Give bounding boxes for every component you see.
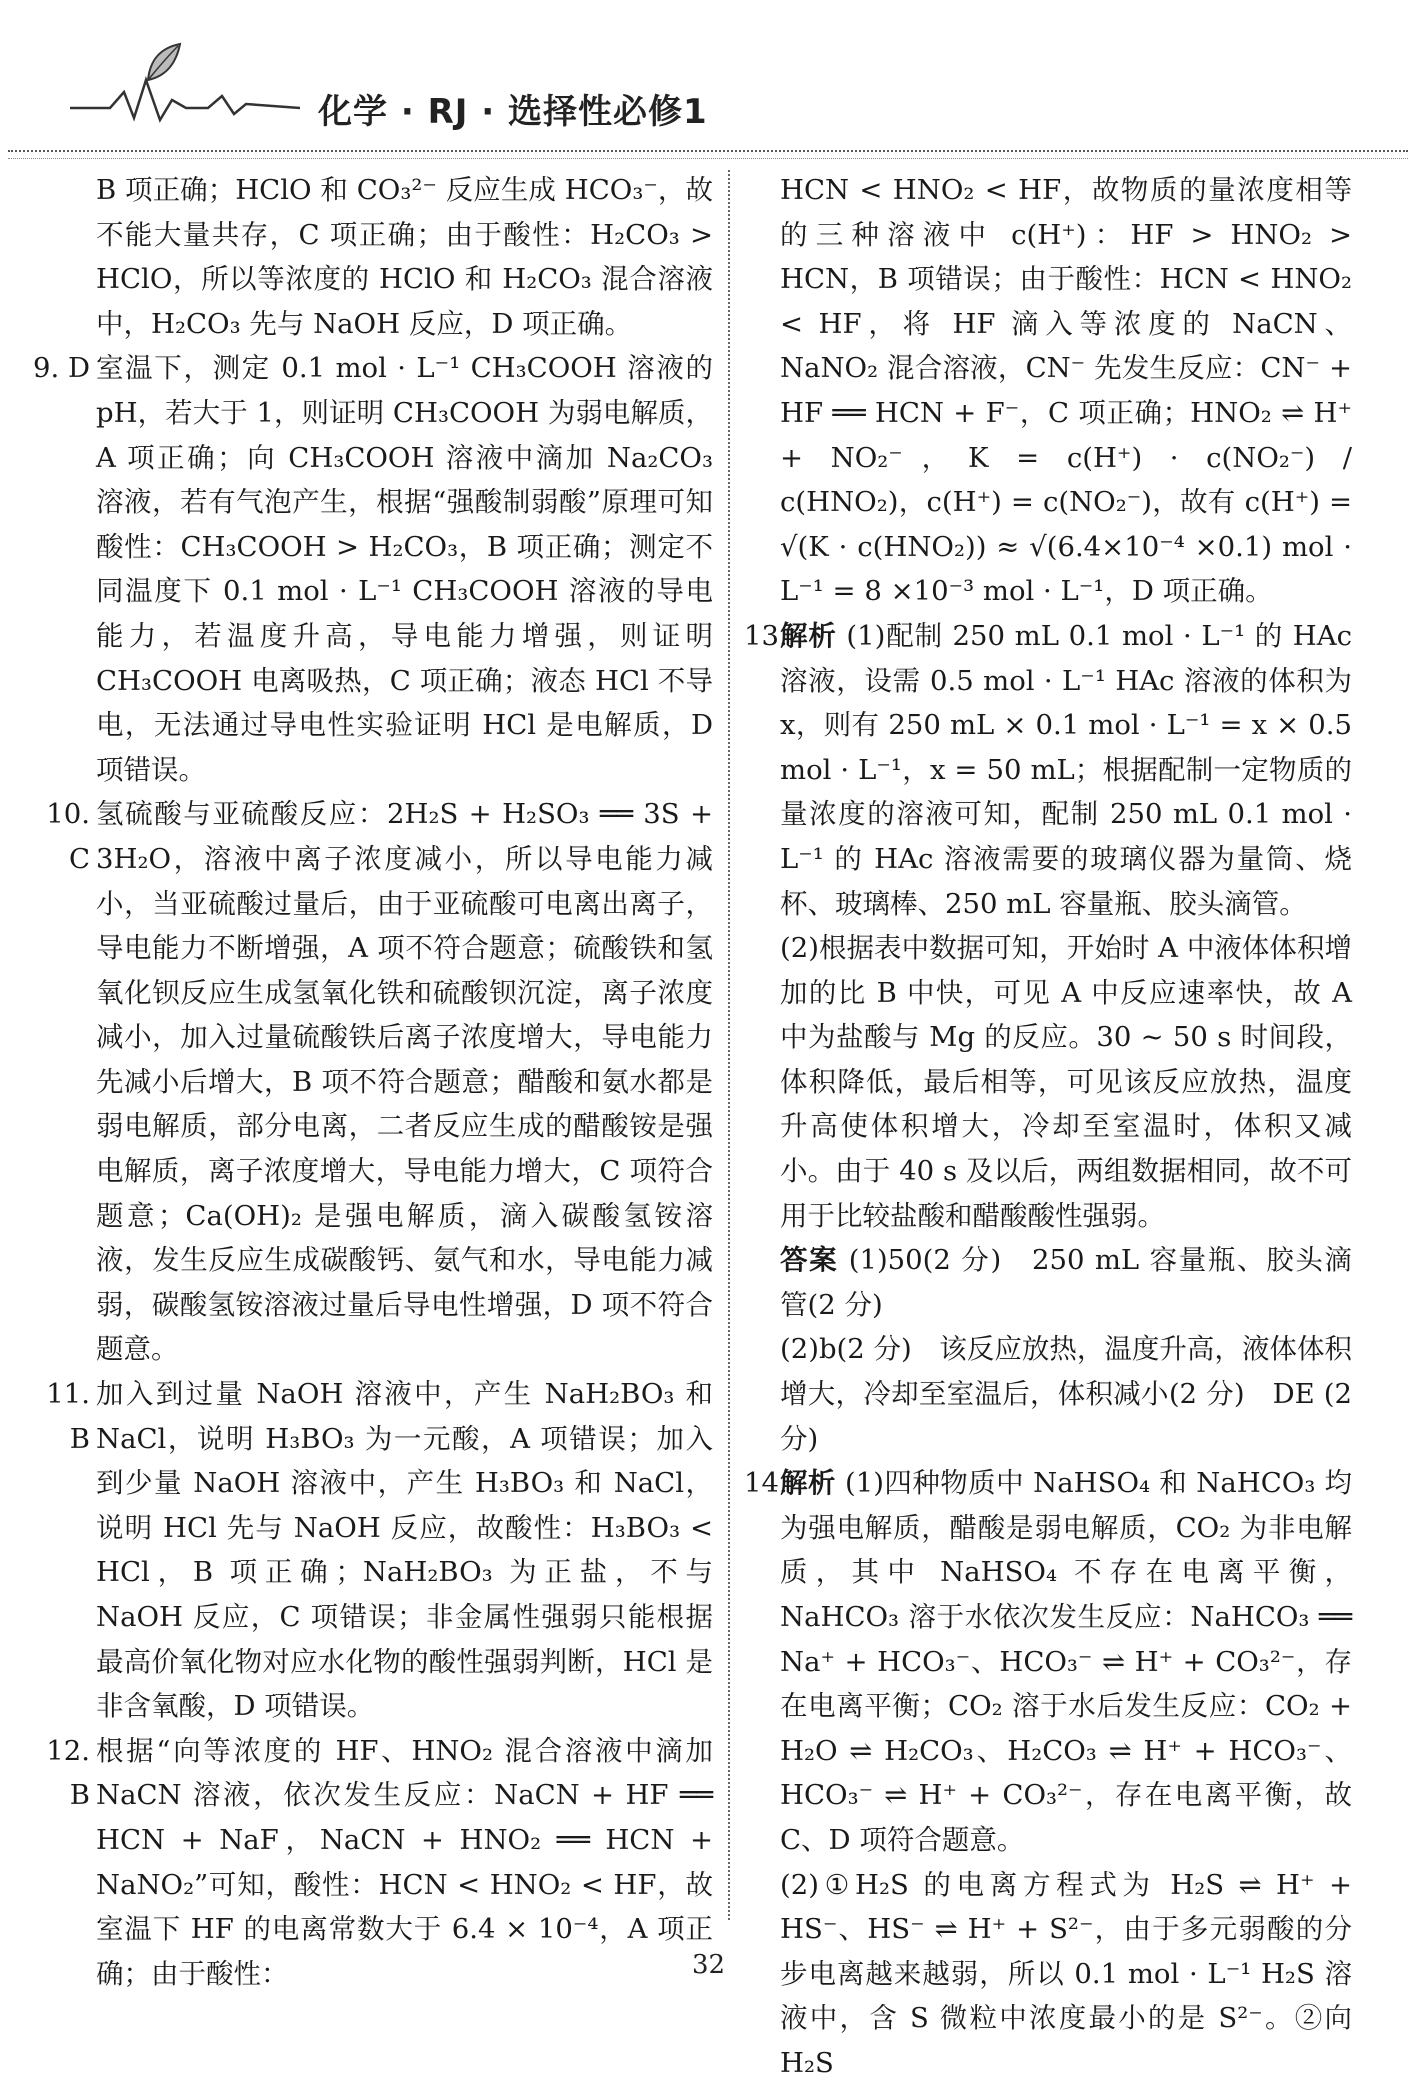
analysis-label: 解析 [780,619,837,652]
answer-text: (1)四种物质中 NaHSO₄ 和 NaHCO₃ 均为强电解质，醋酸是弱电解质，CO₂ 为非电解质，其中 NaHSO₄ 不存在电离平衡，NaHCO₃ 溶于水依次发生反应：NaHCO₃ ══ Na⁺ + HCO₃⁻、HCO₃⁻ ⇌ H⁺ + CO₃²⁻，存在电离平衡；CO₂ 溶于水后发生反应：CO₂ + H₂O ⇌ H₂CO₃、H₂CO₃ ⇌ H⁺ + HCO₃⁻、HCO₃⁻ ⇌ H⁺ + CO₃²⁻，存在电离平衡，故 C、D 项符合题意。 [780,1467,1353,1856]
answer-item [96,168,713,346]
header-rule-secondary [8,158,1408,159]
answer-text: (2)根据表中数据可知，开始时 A 中液体体积增加的比 B 中快，可见 A 中反应速率快，故 A 中为盐酸与 Mg 的反应。30 ~ 50 s 时间段，体积降低，最后相等，可见该反应放热，温度升高使体积增大，冷却至室温时，体积又减小。由于 40 s 及以后，两组数据相同，故不可用于比较盐酸和醋酸酸性强弱。 [780,932,1352,1232]
page-header [0,0,1417,165]
answer-item-9 [32,346,713,792]
answer-text: (1)配制 250 mL 0.1 mol · L⁻¹ 的 HAc 溶液，设需 0.5 mol · L⁻¹ HAc 溶液的体积为 x，则有 250 mL × 0.1 mol · L⁻¹ = x × 0.5 mol · L⁻¹，x = 50 mL；根据配制一定物质的量浓度的溶液可知，配制 250 mL 0.1 mol · L⁻¹ 的 HAc 溶液需要的玻璃仪器为量筒、烧杯、玻璃棒、250 mL 容量瓶、胶头滴管。 [780,619,1352,920]
answer-paragraph [780,926,1352,1238]
item-number: 10. C [46,798,90,875]
answer-item-14 [744,1461,1353,1862]
header-rule [8,150,1408,152]
answer-text: B 项正确；HClO 和 CO₃²⁻ 反应生成 HCO₃⁻，故不能大量共存，C 项正确；由于酸性：H₂CO₃ > HClO，所以等浓度的 HClO 和 H₂CO₃ 混合溶液中，H₂CO₃ 先与 NaOH 反应，D 项正确。 [96,174,713,340]
page-number: 32 [691,1950,726,1980]
answer-text: (1)50(2 分) 250 mL 容量瓶、胶头滴管(2 分) [780,1244,1353,1321]
item-number: 13. [744,619,788,652]
answer-text: 氢硫酸与亚硫酸反应：2H₂S + H₂SO₃ ══ 3S + 3H₂O，溶液中离子浓度减小，所以导电能力减小，当亚硫酸过量后，由于亚硫酸可电离出离子，导电能力不断增强，A 项不符合题意；硫酸铁和氢氧化钡反应生成氢氧化铁和硫酸钡沉淀，离子浓度减小，加入过量硫酸铁后离子浓度增大，导电能力先减小后增大，B 项不符合题意；醋酸和氨水都是弱电解质，部分电离，二者反应生成的醋酸铵是强电解质，离子浓度增大，导电能力增大，C 项符合题意；Ca(OH)₂ 是强电解质，滴入碳酸氢铵溶液，发生反应生成碳酸钙、氨气和水，导电能力减弱，碳酸氢铵溶液过量后导电性增强，D 项不符合题意。 [96,798,713,1366]
answer-text: (2)b(2 分) 该反应放热，温度升高，液体体积增大，冷却至室温后，体积减小(2 分) DE (2 分) [780,1333,1352,1455]
answer-paragraph [780,1238,1352,1327]
item-number: 14. [744,1467,788,1500]
answer-text: 根据“向等浓度的 HF、HNO₂ 混合溶液中滴加 NaCN 溶液，依次发生反应：NaCN + HF ══ HCN + NaF，NaCN + HNO₂ ══ HCN + NaNO₂”可知，酸性：HCN < HNO₂ < HF，故室温下 HF 的电离常数大于 6.4 × 10⁻⁴，A 项正确；由于酸性： [96,1734,713,1990]
item-number: 9. D [32,352,90,385]
answer-paragraph [780,1327,1352,1461]
answer-label: 答案 [780,1244,839,1277]
answer-text: 室温下，测定 0.1 mol · L⁻¹ CH₃COOH 溶液的 pH，若大于 1，则证明 CH₃COOH 为弱电解质，A 项正确；向 CH₃COOH 溶液中滴加 Na₂CO₃ 溶液，若有气泡产生，根据“强酸制弱酸”原理可知酸性：CH₃COOH > H₂CO₃，B 项正确；测定不同温度下 0.1 mol · L⁻¹ CH₃COOH 溶液的导电能力，若温度升高，导电能力增强，则证明 CH₃COOH 电离吸热，C 项正确；液态 HCl 不导电，无法通过导电性实验证明 HCl 是电解质，D 项错误。 [96,352,713,786]
item-number: 11. B [46,1378,90,1455]
answer-item-10 [46,792,713,1372]
answer-text: 加入到过量 NaOH 溶液中，产生 NaH₂BO₃ 和 NaCl，说明 H₃BO₃ 为一元酸，A 项错误；加入到少量 NaOH 溶液中，产生 H₃BO₃ 和 NaCl，说明 HCl 先与 NaOH 反应，故酸性：H₃BO₃ < HCl，B 项正确；NaH₂BO₃ 为正盐，不与 NaOH 反应，C 项错误；非金属性强弱只能根据最高价氧化物对应水化物的酸性强弱判断，HCl 是非含氧酸，D 项错误。 [96,1378,713,1723]
analysis-label: 解析 [780,1467,836,1500]
answer-item-11 [46,1372,713,1729]
answer-item-13 [744,614,1352,926]
left-column [32,168,713,1996]
answer-text: HCN < HNO₂ < HF，故物质的量浓度相等的三种溶液中 c(H⁺)：HF > HNO₂ > HCN，B 项错误；由于酸性：HCN < HNO₂ < HF，将 HF 滴入等浓度的 NaCN、NaNO₂ 混合溶液，CN⁻ 先发生反应：CN⁻ + HF ══ HCN + F⁻，C 项正确；HNO₂ ⇌ H⁺ + NO₂⁻，K = c(H⁺) · c(NO₂⁻) / c(HNO₂)，c(H⁺) = c(NO₂⁻)，故有 c(H⁺) = √(K · c(HNO₂)) ≈ √(6.4×10⁻⁴ ×0.1) mol · L⁻¹ = 8 ×10⁻³ mol · L⁻¹，D 项正确。 [780,174,1352,608]
answer-item-12-continued [780,168,1352,614]
column-divider [728,170,730,1920]
header-title: 化学 · RJ · 选择性必修1 [318,92,708,132]
answer-text: (2)①H₂S 的电离方程式为 H₂S ⇌ H⁺ + HS⁻、HS⁻ ⇌ H⁺ + S²⁻，由于多元弱酸的分步电离越来越弱，所以 0.1 mol · L⁻¹ H₂S 溶液中，含 S 微粒中浓度最小的是 S²⁻。②向 H₂S [780,1868,1352,2079]
item-number: 12. B [46,1734,90,1812]
right-column [744,168,1353,2086]
